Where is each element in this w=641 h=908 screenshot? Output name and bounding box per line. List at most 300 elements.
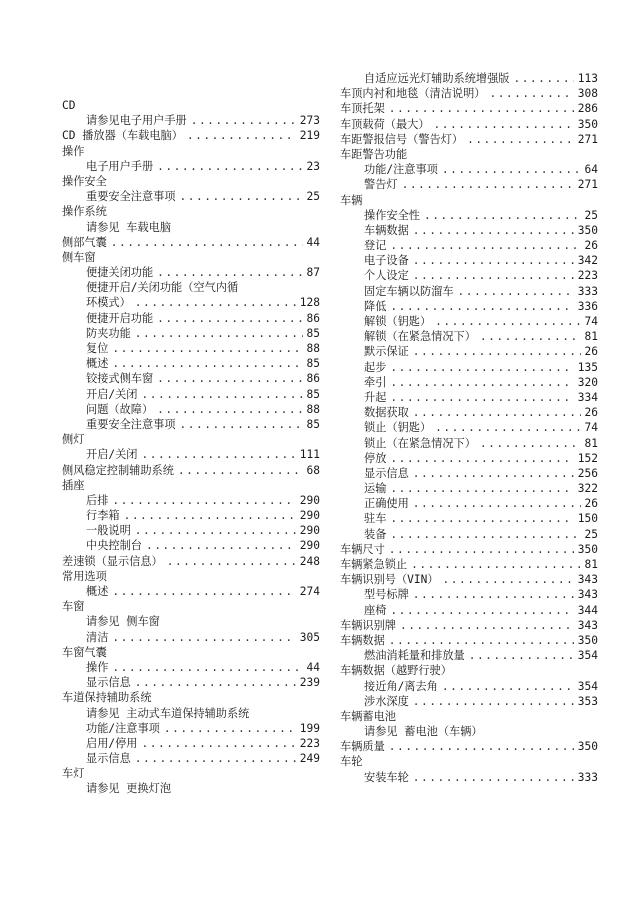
dot-leader	[146, 538, 296, 553]
index-entry	[340, 557, 598, 572]
index-entry-page: 152	[577, 451, 598, 465]
index-entry-text: 重要安全注意事项	[86, 190, 176, 204]
index-entry-page: 219	[299, 129, 320, 143]
index-entry-page: 343	[577, 588, 598, 602]
dot-leader	[480, 329, 581, 344]
index-entry	[340, 679, 598, 694]
index-entry-page: 85	[306, 326, 320, 340]
index-entry	[340, 208, 598, 223]
index-entry-text: 车道保持辅助系统	[62, 691, 152, 705]
index-entry	[340, 405, 598, 420]
index-entry-text: 起步	[364, 360, 387, 374]
index-entry-page: 74	[584, 315, 598, 328]
dot-leader	[443, 572, 574, 587]
dot-leader	[413, 253, 574, 268]
index-entry-page: 350	[577, 633, 598, 647]
index-entry	[340, 451, 598, 466]
dot-leader	[413, 223, 574, 238]
dot-leader	[442, 679, 574, 694]
index-entry-text: 操作安全	[62, 174, 107, 188]
index-entry	[340, 223, 598, 238]
index-entry-page: 85	[306, 357, 320, 371]
index-entry-page: 88	[306, 342, 320, 355]
index-entry-page: 81	[584, 558, 598, 571]
index-entry-text: 操作系统	[62, 205, 107, 219]
index-entry-text: 电子用户手册	[86, 159, 154, 173]
index-entry-text: 插座	[62, 478, 85, 492]
index-entry-text: 复位	[86, 342, 109, 355]
index-entry	[62, 371, 320, 386]
index-entry-page: 64	[584, 163, 598, 177]
index-entry-text: 装备	[364, 527, 387, 541]
index-entry-text: 功能/注意事项	[364, 163, 438, 177]
index-entry-text: 环模式）	[86, 296, 131, 310]
dot-leader	[390, 511, 573, 526]
dot-leader	[178, 463, 303, 478]
index-entry	[340, 648, 598, 663]
index-entry	[62, 387, 320, 402]
dot-leader	[112, 341, 302, 356]
index-entry-page: 273	[299, 114, 320, 128]
index-entry-text: 功能/注意事项	[86, 721, 160, 735]
index-entry-text: 车窗	[62, 600, 85, 614]
index-entry-page: 199	[299, 721, 320, 735]
index-entry	[62, 660, 320, 675]
dot-leader	[390, 375, 573, 390]
index-entry-text: 便捷开启/关闭功能（空气内循	[86, 281, 239, 295]
index-entry-page: 249	[299, 752, 320, 766]
index-entry	[62, 341, 320, 356]
index-entry-text: 车辆识别号（VIN）	[340, 573, 439, 587]
index-entry-text: 请参见 侧车窗	[86, 615, 160, 629]
index-entry-text: 驻车	[364, 512, 387, 526]
dot-leader	[157, 159, 302, 174]
index-entry-text: 操作安全性	[364, 208, 420, 222]
index-entry-text: 侧部气囊	[62, 235, 107, 249]
index-entry	[340, 375, 598, 390]
index-entry-page: 320	[577, 375, 598, 389]
index-entry	[62, 432, 320, 447]
dot-leader	[413, 496, 581, 511]
index-entry	[340, 633, 598, 648]
index-entry-page: 333	[577, 284, 598, 298]
index-entry-text: 问题（故障）	[86, 402, 154, 416]
dot-leader	[112, 493, 295, 508]
index-entry-text: 概述	[86, 585, 109, 598]
dot-leader	[467, 132, 574, 147]
dot-leader	[442, 162, 581, 177]
index-entry-page: 26	[584, 406, 598, 420]
index-entry	[340, 709, 598, 724]
index-entry	[62, 159, 320, 174]
index-entry-text: 请参见 更换灯泡	[86, 782, 172, 796]
index-entry-page: 128	[299, 296, 320, 310]
index-entry-page: 86	[306, 372, 320, 386]
index-entry-page: 223	[577, 269, 598, 283]
index-entry	[62, 614, 320, 629]
index-entry	[62, 538, 320, 553]
index-entry	[340, 694, 598, 709]
index-entry	[340, 360, 598, 375]
dot-leader	[157, 371, 302, 386]
index-entry-text: CD 播放器（车载电脑）	[62, 129, 183, 143]
index-entry-text: 启用/停用	[86, 736, 138, 750]
index-entry	[340, 663, 598, 678]
index-entry-page: 81	[584, 436, 598, 450]
index-entry-text: 车辆质量	[340, 740, 385, 754]
index-entry-text: 显示信息	[86, 676, 131, 690]
index-entry-text: 车辆蓄电池	[340, 709, 396, 723]
index-entry-text: 车辆尺寸	[340, 542, 385, 556]
dot-leader	[167, 554, 296, 569]
index-entry	[340, 177, 598, 192]
index-entry	[62, 311, 320, 326]
dot-leader	[469, 648, 574, 663]
index-entry	[62, 144, 320, 159]
index-entry-text: 警告灯	[364, 178, 398, 192]
index-entry-page: 334	[577, 390, 598, 404]
index-entry-text: 默示保证	[364, 345, 409, 359]
index-entry-text: 车顶托架	[340, 102, 385, 116]
index-entry-page: 274	[299, 585, 320, 598]
index-entry	[62, 599, 320, 614]
dot-leader	[390, 527, 580, 542]
index-entry-text: 锁止（在紧急情况下）	[364, 436, 476, 450]
index-entry-text: 安装车轮	[364, 770, 409, 784]
index-entry	[62, 751, 320, 766]
index-entry	[62, 295, 320, 310]
index-entry-text: 登记	[364, 239, 387, 253]
index-entry-text: 请参见电子用户手册	[86, 114, 187, 128]
index-entry-page: 343	[577, 573, 598, 587]
dot-leader	[413, 344, 581, 359]
index-entry	[340, 754, 598, 769]
index-entry-page: 308	[577, 87, 598, 101]
index-entry-page: 354	[577, 679, 598, 693]
index-entry-text: 侧灯	[62, 433, 85, 447]
index-entry	[62, 766, 320, 781]
index-entry-text: 车顶内衬和地毯（清洁说明）	[340, 87, 486, 101]
index-entry-page: 336	[577, 299, 598, 313]
index-entry-page: 350	[577, 117, 598, 131]
index-entry-text: 一般说明	[86, 524, 131, 538]
index-entry-text: 重要安全注意事项	[86, 417, 176, 431]
index-entry	[340, 496, 598, 511]
index-entry	[62, 478, 320, 493]
index-entry	[340, 724, 598, 739]
index-entry	[340, 542, 598, 557]
dot-leader	[400, 618, 574, 633]
index-entry-page: 350	[577, 542, 598, 556]
index-entry-text: 清洁	[86, 630, 109, 644]
index-entry-text: 侧风稳定控制辅助系统	[62, 463, 174, 477]
index-entry-text: 请参见 蓄电池（车辆）	[364, 725, 483, 739]
index-entry	[340, 587, 598, 602]
index-entry-page: 113	[577, 72, 598, 85]
index-entry-page: 135	[577, 360, 598, 374]
index-entry	[340, 101, 598, 116]
index-entry-text: 牵引	[364, 375, 387, 389]
index-entry	[62, 736, 320, 751]
dot-leader	[435, 314, 580, 329]
index-entry-text: 正确使用	[364, 497, 409, 511]
index-entry	[62, 356, 320, 371]
index-entry-text: 操作	[86, 660, 109, 674]
index-entry	[62, 220, 320, 235]
index-entry-text: 侧车窗	[62, 250, 96, 264]
dot-leader	[480, 436, 581, 451]
index-entry-page: 290	[299, 539, 320, 553]
index-entry-text: 车距警报信号（警告灯）	[340, 132, 464, 146]
dot-leader	[157, 402, 302, 417]
dot-leader	[112, 584, 295, 599]
dot-leader	[135, 523, 296, 538]
index-entry-page: 290	[299, 493, 320, 507]
index-entry-text: 便捷关闭功能	[86, 266, 154, 280]
dot-leader	[390, 238, 580, 253]
dot-leader	[413, 466, 574, 481]
index-entry-page: 44	[306, 235, 320, 249]
index-entry	[340, 739, 598, 754]
index-entry-text: 操作	[62, 144, 85, 158]
index-entry-page: 25	[584, 527, 598, 541]
index-entry-text: 接近角/离去角	[364, 679, 438, 693]
index-entry-page: 44	[306, 660, 320, 674]
dot-leader	[413, 587, 574, 602]
index-entry-text: 停放	[364, 451, 387, 465]
dot-leader	[390, 451, 573, 466]
index-entry-page: 342	[577, 254, 598, 268]
index-entry-page: 354	[577, 649, 598, 663]
index-entry-text: 运输	[364, 482, 387, 496]
index-entry	[340, 268, 598, 283]
dot-leader	[389, 633, 574, 648]
index-entry	[62, 235, 320, 250]
dot-leader	[389, 739, 574, 754]
index-entry-page: 271	[577, 132, 598, 146]
index-entry-page: 150	[577, 512, 598, 526]
index-entry	[340, 299, 598, 314]
index-entry-page: 256	[577, 466, 598, 480]
dot-leader	[389, 101, 574, 116]
index-entry-page: 81	[584, 330, 598, 344]
index-entry	[62, 523, 320, 538]
dot-leader	[124, 508, 296, 523]
index-entry-page: 239	[299, 676, 320, 690]
index-entry-text: 行李箱	[86, 509, 120, 523]
dot-leader	[112, 356, 302, 371]
dot-leader	[157, 265, 302, 280]
index-entry	[62, 721, 320, 736]
dot-leader	[142, 447, 296, 462]
index-entry	[340, 420, 598, 435]
index-entry-text: 后排	[86, 493, 109, 507]
index-entry-text: 铰接式侧车窗	[86, 372, 154, 386]
dot-leader	[135, 326, 303, 341]
index-entry	[340, 466, 598, 481]
dot-leader	[157, 311, 302, 326]
dot-leader	[390, 481, 573, 496]
index-entry	[62, 174, 320, 189]
index-entry	[340, 117, 598, 132]
index-entry-text: 常用选项	[62, 569, 107, 583]
index-entry-page: 248	[299, 554, 320, 568]
index-entry	[340, 618, 598, 633]
dot-leader	[389, 542, 574, 557]
index-entry-text: 电子设备	[364, 254, 409, 268]
index-entry	[340, 603, 598, 618]
index-entry	[62, 493, 320, 508]
index-entry-page: 23	[306, 159, 320, 173]
index-entry-page: 350	[577, 223, 598, 237]
index-entry	[62, 675, 320, 690]
index-entry-text: 解锁（在紧急情况下）	[364, 330, 476, 344]
dot-leader	[142, 387, 303, 402]
dot-leader	[413, 405, 581, 420]
index-entry-text: 开启/关闭	[86, 448, 138, 462]
index-entry	[340, 527, 598, 542]
index-entry	[340, 162, 598, 177]
index-entry-page: 290	[299, 524, 320, 538]
index-entry	[62, 128, 320, 143]
index-entry-page: 223	[299, 736, 320, 750]
dot-leader	[191, 113, 296, 128]
dot-leader	[435, 420, 580, 435]
index-entry-text: 数据获取	[364, 406, 409, 420]
index-entry-page: 26	[584, 239, 598, 253]
index-entry	[62, 690, 320, 705]
dot-leader	[390, 603, 573, 618]
index-entry-text: 固定车辆以防溜车	[364, 284, 454, 298]
index-entry-page: 26	[584, 497, 598, 511]
index-entry-text: 燃油消耗量和排放量	[364, 649, 465, 663]
index-entry-text: 车顶载荷（最大）	[340, 117, 430, 131]
index-entry-page: 74	[584, 421, 598, 435]
index-entry	[340, 86, 598, 101]
index-entry-text: 显示信息	[364, 466, 409, 480]
index-entry	[340, 238, 598, 253]
index-entry	[340, 770, 598, 785]
index-entry-text: 自适应远光灯辅助系统增强版	[364, 72, 510, 85]
dot-leader	[187, 128, 296, 143]
index-entry-page: 286	[577, 102, 598, 116]
index-entry	[62, 781, 320, 796]
dot-leader	[135, 295, 296, 310]
index-entry-text: 差速锁（显示信息）	[62, 554, 163, 568]
index-entry-text: 车辆数据	[364, 223, 409, 237]
dot-leader	[434, 117, 574, 132]
index-entry-text: 锁止（钥匙）	[364, 421, 432, 435]
index-entry	[340, 572, 598, 587]
index-entry-page: 290	[299, 509, 320, 523]
index-entry-page: 25	[584, 208, 598, 222]
index-entry	[340, 436, 598, 451]
dot-leader	[390, 360, 573, 375]
index-entry	[62, 508, 320, 523]
index-entry-page: 305	[299, 630, 320, 644]
index-entry	[340, 284, 598, 299]
index-entry-page: 25	[306, 190, 320, 204]
index-entry-text: 车灯	[62, 767, 85, 781]
index-entry-text: 车辆紧急锁止	[340, 558, 408, 571]
index-entry	[62, 402, 320, 417]
index-entry	[62, 265, 320, 280]
index-entry	[62, 113, 320, 128]
index-entry-page: 350	[577, 740, 598, 754]
dot-leader	[489, 86, 573, 101]
index-entry	[62, 554, 320, 569]
index-entry-text: 中央控制台	[86, 539, 142, 553]
index-entry-text: CD	[62, 99, 76, 112]
index-entry	[340, 344, 598, 359]
index-entry-text: 防夹功能	[86, 326, 131, 340]
dot-leader	[180, 189, 303, 204]
dot-leader	[458, 284, 574, 299]
index-entry-text: 车辆识别牌	[340, 618, 396, 632]
index-entry-text: 车辆数据（越野行驶）	[340, 664, 452, 678]
dot-leader	[402, 177, 574, 192]
index-entry	[62, 326, 320, 341]
index-entry	[62, 280, 320, 295]
index-entry	[340, 193, 598, 208]
dot-leader	[390, 299, 573, 314]
index-entry-page: 344	[577, 603, 598, 617]
index-entry	[340, 511, 598, 526]
dot-leader	[164, 721, 296, 736]
index-entry-text: 车辆	[340, 193, 363, 207]
index-entry-page: 322	[577, 482, 598, 496]
index-entry	[340, 71, 598, 86]
index-entry-text: 个人设定	[364, 269, 409, 283]
dot-leader	[413, 694, 574, 709]
index-column-right	[340, 0, 598, 785]
index-entry	[62, 447, 320, 462]
index-entry-text: 解锁（钥匙）	[364, 315, 432, 328]
dot-leader	[411, 557, 580, 572]
dot-leader	[142, 736, 296, 751]
index-entry	[62, 98, 320, 113]
index-entry	[340, 253, 598, 268]
dot-leader	[112, 660, 302, 675]
index-entry-text: 车距警告功能	[340, 147, 408, 161]
index-entry-text: 显示信息	[86, 752, 131, 766]
index-entry	[340, 390, 598, 405]
dot-leader	[413, 268, 574, 283]
dot-leader	[513, 71, 573, 86]
index-entry-text: 开启/关闭	[86, 387, 138, 401]
index-entry	[340, 329, 598, 344]
index-entry-page: 68	[306, 463, 320, 477]
index-entry	[62, 630, 320, 645]
index-column-left	[62, 0, 320, 797]
index-entry-page: 353	[577, 694, 598, 708]
dot-leader	[112, 630, 295, 645]
index-entry-page: 343	[577, 618, 598, 632]
dot-leader	[424, 208, 581, 223]
index-entry-text: 车辆数据	[340, 633, 385, 647]
index-entry-text: 车轮	[340, 755, 363, 769]
index-entry-text: 车窗气囊	[62, 645, 107, 659]
index-entry	[62, 645, 320, 660]
index-entry	[62, 584, 320, 599]
index-entry	[62, 189, 320, 204]
index-entry-page: 86	[306, 311, 320, 325]
index-entry-page: 85	[306, 417, 320, 431]
index-entry-page: 88	[306, 402, 320, 416]
index-entry-text: 升起	[364, 390, 387, 404]
index-entry-page: 87	[306, 266, 320, 280]
index-entry-page: 111	[299, 448, 320, 462]
